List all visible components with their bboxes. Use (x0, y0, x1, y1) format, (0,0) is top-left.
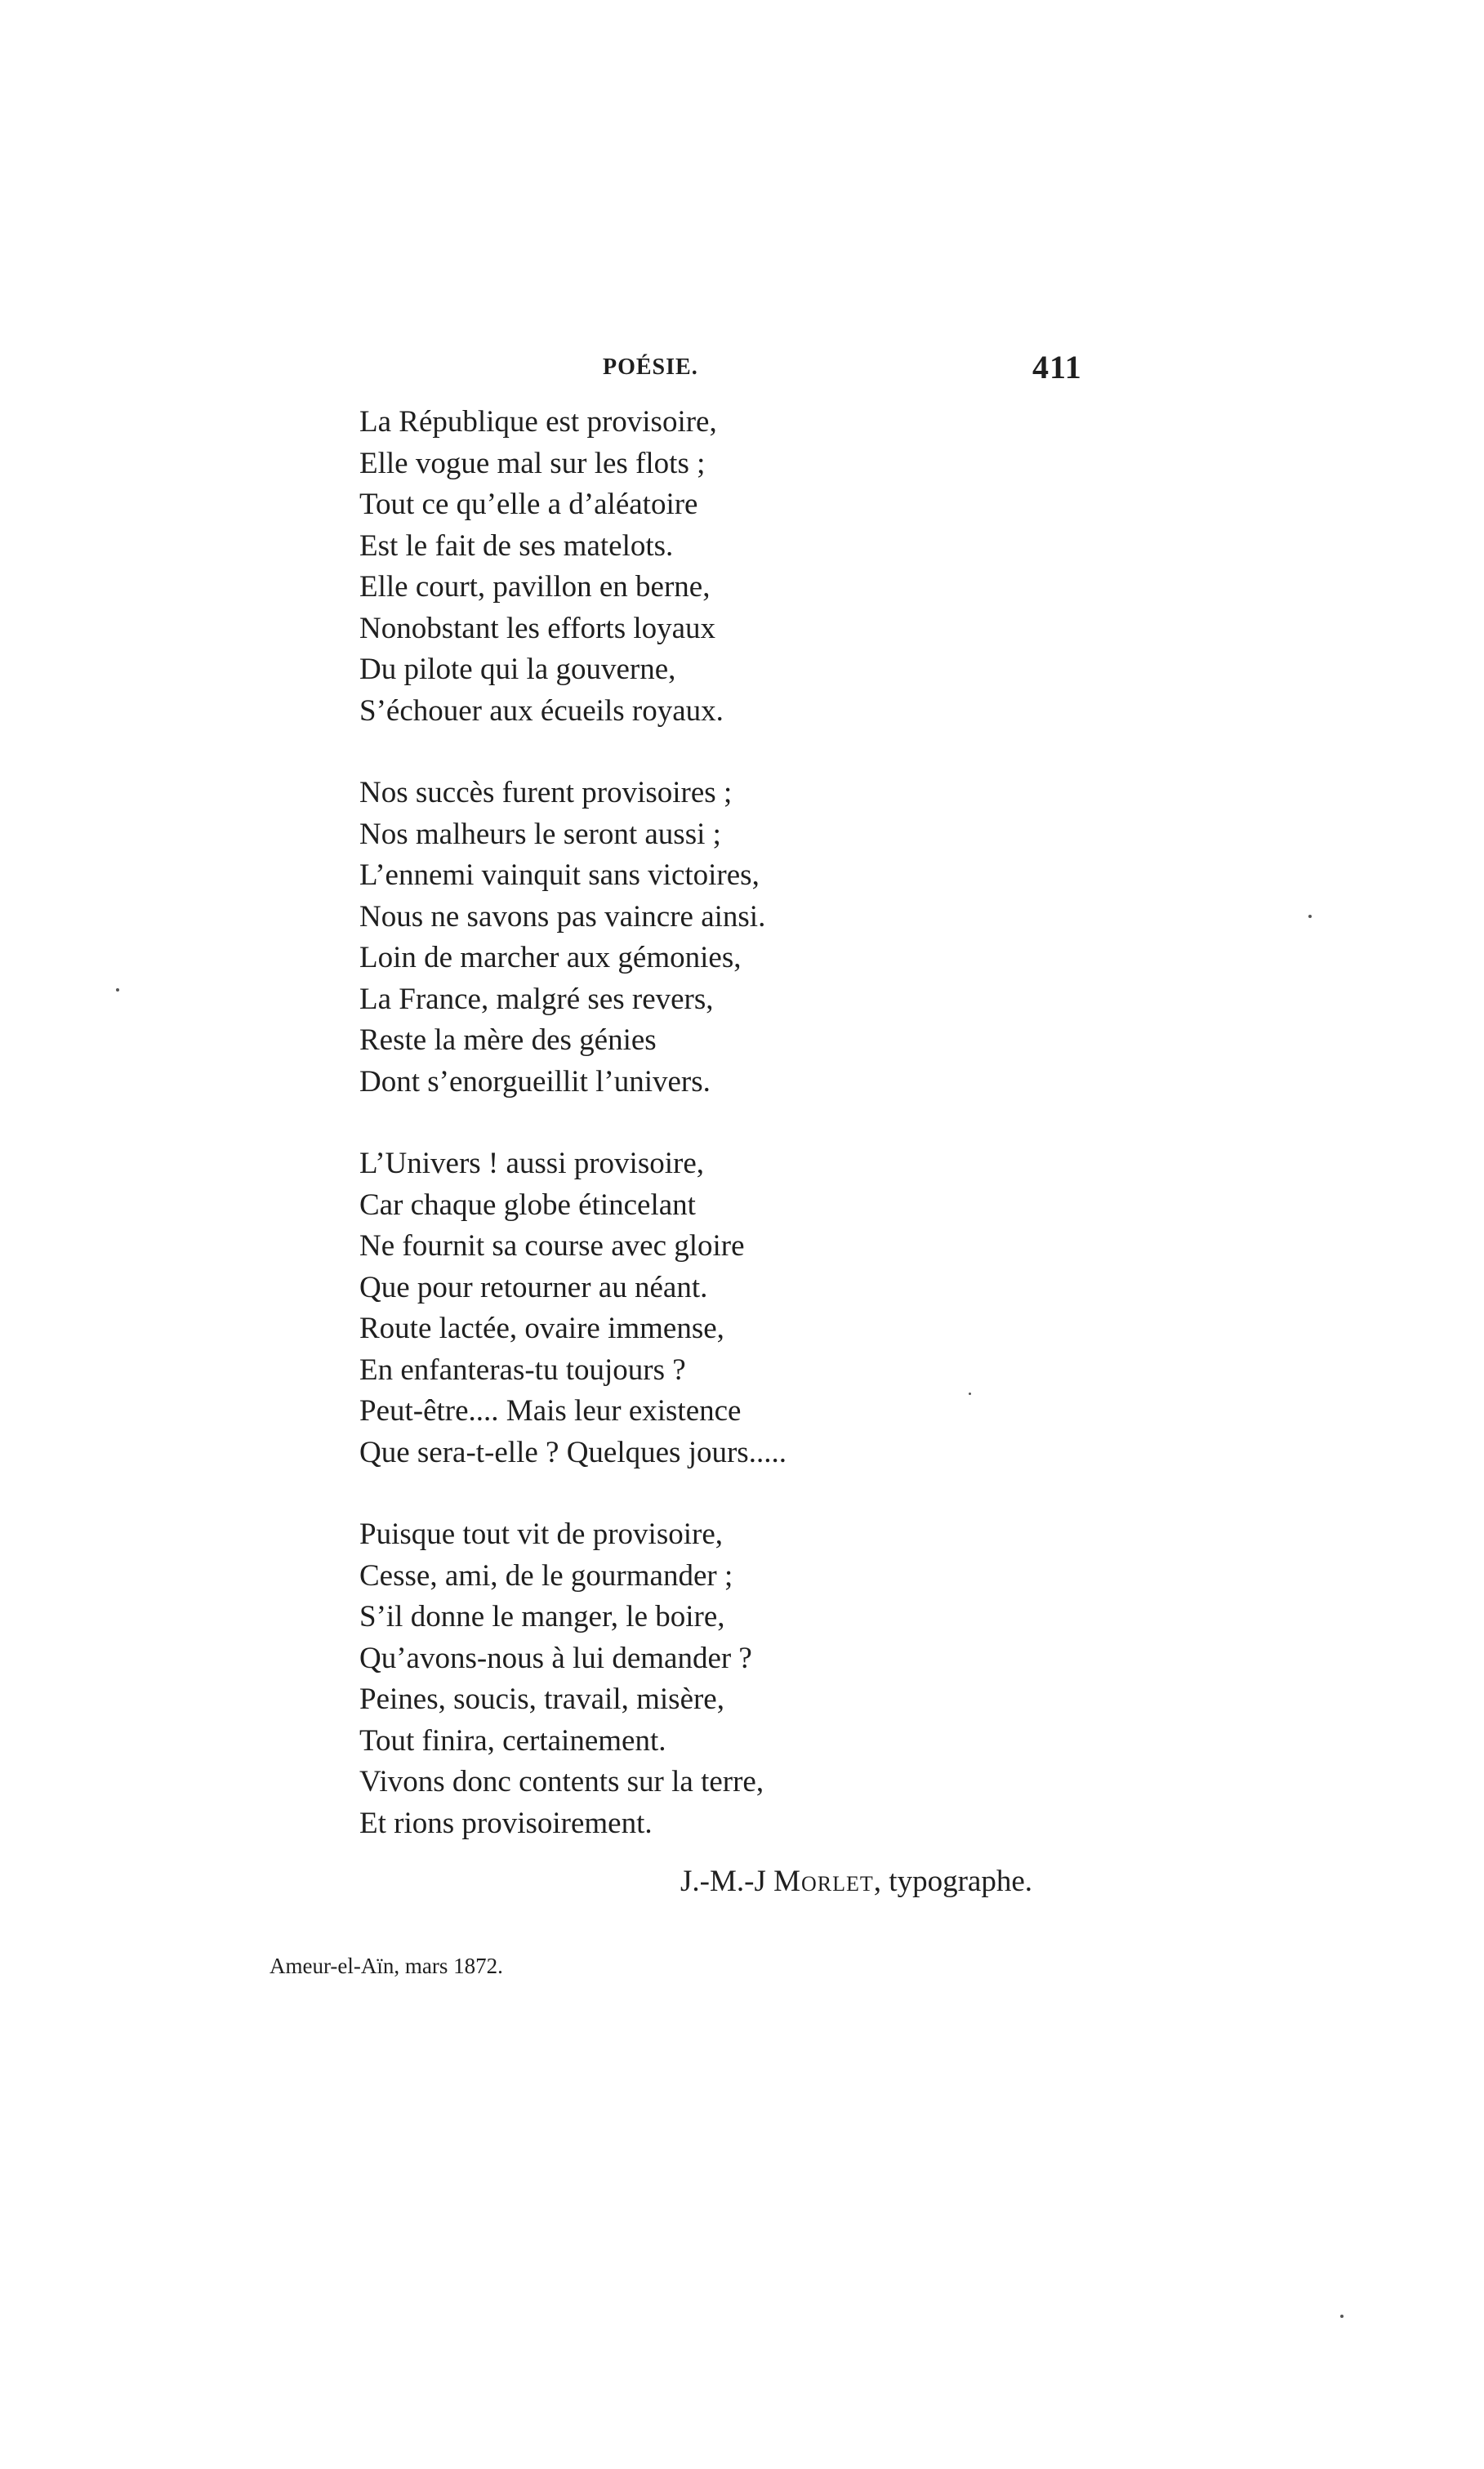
running-title: POÉSIE. (603, 354, 698, 380)
poem-line: Vivons donc contents sur la terre, (359, 1765, 764, 1798)
poem-line: Qu’avons-nous à lui demander ? (359, 1641, 752, 1675)
poem-line: La France, malgré ses revers, (359, 982, 714, 1016)
signature-initials: J.-M.-J (680, 1865, 766, 1898)
poem-line: Est le fait de ses matelots. (359, 528, 674, 563)
poem-line: L’Univers ! aussi provisoire, (359, 1147, 705, 1180)
poem-line: Tout finira, certainement. (359, 1723, 666, 1758)
poem-line: Reste la mère des génies (359, 1023, 657, 1057)
poem-line: Du pilote qui la gouverne, (359, 653, 676, 686)
signature (680, 1864, 1032, 1899)
scan-speck (969, 1393, 971, 1395)
poem-line: S’échouer aux écueils royaux. (359, 693, 724, 728)
poem-line: Nos malheurs le seront aussi ; (359, 817, 721, 851)
poem-line: Dont s’enorgueillit l’univers. (359, 1064, 711, 1099)
poem-line: Que sera-t-elle ? Quelques jours..... (359, 1435, 787, 1469)
poem-line: Puisque tout vit de provisoire, (359, 1517, 723, 1551)
poem-line: Route lactée, ovaire immense, (359, 1312, 724, 1345)
poem-line: Tout ce qu’elle a d’aléatoire (359, 488, 698, 521)
stanza-1 (359, 402, 787, 732)
scan-speck (1340, 2315, 1344, 2318)
poem-line: Nous ne savons pas vaincre ainsi. (359, 899, 766, 934)
page-number: 411 (1032, 349, 1082, 386)
signature-role: , typographe. (873, 1865, 1032, 1898)
poem-line: Nos succès furent provisoires ; (359, 776, 733, 809)
poem-line: La République est provisoire, (359, 405, 717, 439)
stanza-3 (359, 1143, 787, 1473)
poem-line: Que pour retourner au néant. (359, 1270, 708, 1304)
poem-line: Elle court, pavillon en berne, (359, 570, 711, 604)
poem-line: Et rions provisoirement. (359, 1806, 653, 1840)
poem-line: Peines, soucis, travail, misère, (359, 1682, 724, 1716)
poem-line: Elle vogue mal sur les flots ; (359, 446, 706, 480)
poem-line: En enfanteras-tu toujours ? (359, 1353, 686, 1387)
poem-line: Cesse, ami, de le gourmander ; (359, 1558, 733, 1593)
stanza-4 (359, 1514, 787, 1844)
poem-line: Ne fournit sa course avec gloire (359, 1229, 745, 1263)
stanza-2 (359, 773, 787, 1103)
poem (359, 402, 787, 1844)
poem-line: Peut-être.... Mais leur existence (359, 1394, 742, 1428)
signature-surname: Morlet (773, 1865, 874, 1898)
place-date: Ameur-el-Aïn, mars 1872. (270, 1954, 503, 1978)
poem-line: L’ennemi vainquit sans victoires, (359, 858, 760, 892)
scan-speck (1308, 915, 1312, 918)
poem-line: S’il donne le manger, le boire, (359, 1600, 725, 1633)
poem-line: Loin de marcher aux gémonies, (359, 941, 742, 974)
poem-line: Nonobstant les efforts loyaux (359, 611, 716, 645)
poem-line: Car chaque globe étincelant (359, 1188, 696, 1222)
scan-speck (116, 988, 119, 992)
